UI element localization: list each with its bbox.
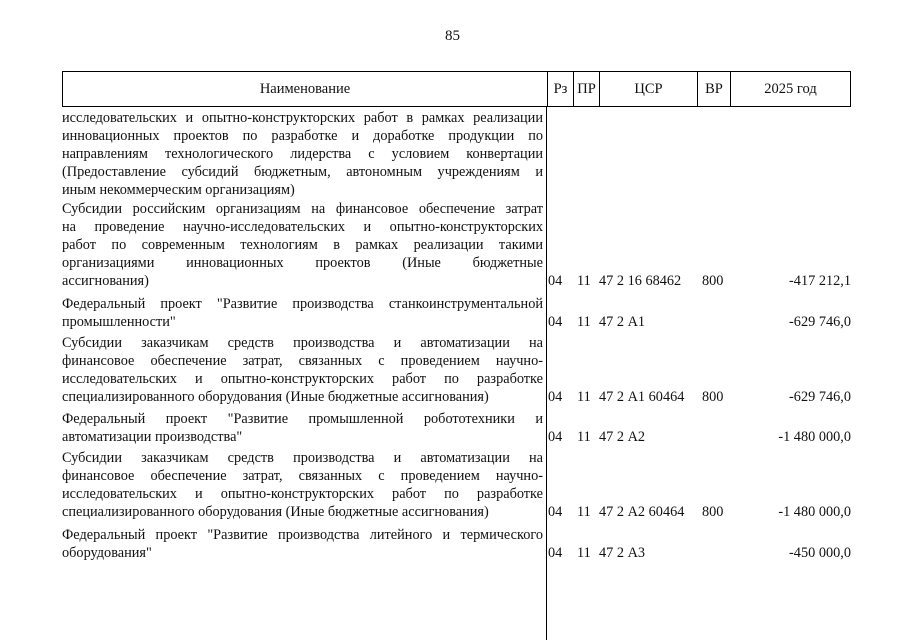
row-name-line: исследовательских и опытно-конструкторских работ по разработке [62, 486, 543, 502]
row-csr: 47 2 А2 60464 [599, 504, 685, 520]
header-year: 2025 год [730, 72, 850, 106]
row-name-line: организациями инновационных проектов (Иные бюджетные [62, 255, 543, 271]
row-rz: 04 [548, 273, 563, 289]
header-rz: Рз [547, 72, 573, 106]
row-rz: 04 [548, 314, 563, 330]
row-rz: 04 [548, 545, 563, 561]
row-name-line: финансовое обеспечение затрат, связанных с проведением научно- [62, 468, 543, 484]
row-vr: 800 [702, 504, 724, 520]
row-vr: 800 [702, 273, 724, 289]
row-name-line: Федеральный проект "Развитие производства станкоинструментальной [62, 296, 543, 312]
row-rz: 04 [548, 429, 563, 445]
row-name-line: Субсидии заказчикам средств производства и автоматизации на [62, 335, 543, 351]
row-pr: 11 [577, 504, 591, 520]
header-csr: ЦСР [599, 72, 697, 106]
row-name-line: промышленности" [62, 314, 176, 330]
row-csr: 47 2 А1 60464 [599, 389, 685, 405]
row-vr: 800 [702, 389, 724, 405]
row-name [62, 334, 543, 406]
row-rz: 04 [548, 389, 563, 405]
row-name-line: Федеральный проект "Развитие производства литейного и термического [62, 527, 543, 543]
row-name-line: специализированного оборудования (Иные бюджетные ассигнования) [62, 389, 489, 405]
row-name-line: Федеральный проект "Развитие промышленной робототехники и [62, 411, 543, 427]
row-name [62, 109, 543, 199]
header-vr: ВР [697, 72, 730, 106]
row-name [62, 410, 543, 446]
row-name-line: Субсидии заказчикам средств производства и автоматизации на [62, 450, 543, 466]
row-name-line: на проведение научно-исследовательских и опытно-конструкторских [62, 219, 543, 235]
row-name-line: специализированного оборудования (Иные бюджетные ассигнования) [62, 504, 489, 520]
row-sum: -629 746,0 [789, 389, 851, 405]
row-name-line: исследовательских и опытно-конструкторских работ по разработке [62, 371, 543, 387]
row-name-line: иным некоммерческим организациям) [62, 182, 295, 198]
row-sum: -1 480 000,0 [778, 504, 851, 520]
row-name-line: (Предоставление субсидий бюджетным, автономным учреждениям и [62, 164, 543, 180]
column-divider [546, 107, 547, 640]
row-name-line: исследовательских и опытно-конструкторских работ в рамках реализации [62, 110, 543, 126]
row-csr: 47 2 А2 [599, 429, 646, 445]
row-name-line: Субсидии российским организациям на финансовое обеспечение затрат [62, 201, 543, 217]
row-pr: 11 [577, 429, 591, 445]
row-sum: -417 212,1 [789, 273, 851, 289]
row-name [62, 295, 543, 331]
row-name [62, 526, 543, 562]
row-name-line: работ по современным технологиям в рамках реализации такими [62, 237, 543, 253]
row-name-line: финансовое обеспечение затрат, связанных с проведением научно- [62, 353, 543, 369]
row-pr: 11 [577, 545, 591, 561]
row-pr: 11 [577, 314, 591, 330]
row-name-line: автоматизации производства" [62, 429, 243, 445]
table-header [62, 71, 851, 107]
row-pr: 11 [577, 273, 591, 289]
page-number: 85 [445, 28, 460, 44]
row-csr: 47 2 А3 [599, 545, 646, 561]
header-name: Наименование [259, 80, 351, 97]
row-name [62, 449, 543, 521]
header-pr: ПР [573, 72, 599, 106]
row-csr: 47 2 А1 [599, 314, 646, 330]
row-name-line: ассигнования) [62, 273, 149, 289]
row-rz: 04 [548, 504, 563, 520]
row-sum: -629 746,0 [789, 314, 851, 330]
row-name [62, 200, 543, 290]
row-name-line: оборудования" [62, 545, 152, 561]
row-sum: -1 480 000,0 [778, 429, 851, 445]
row-pr: 11 [577, 389, 591, 405]
row-csr: 47 2 16 68462 [599, 273, 682, 289]
row-name-line: направлениям технологического лидерства с условием конвертации [62, 146, 543, 162]
row-sum: -450 000,0 [789, 545, 851, 561]
row-name-line: инновационных проектов по разработке и доработке продукции по [62, 128, 543, 144]
